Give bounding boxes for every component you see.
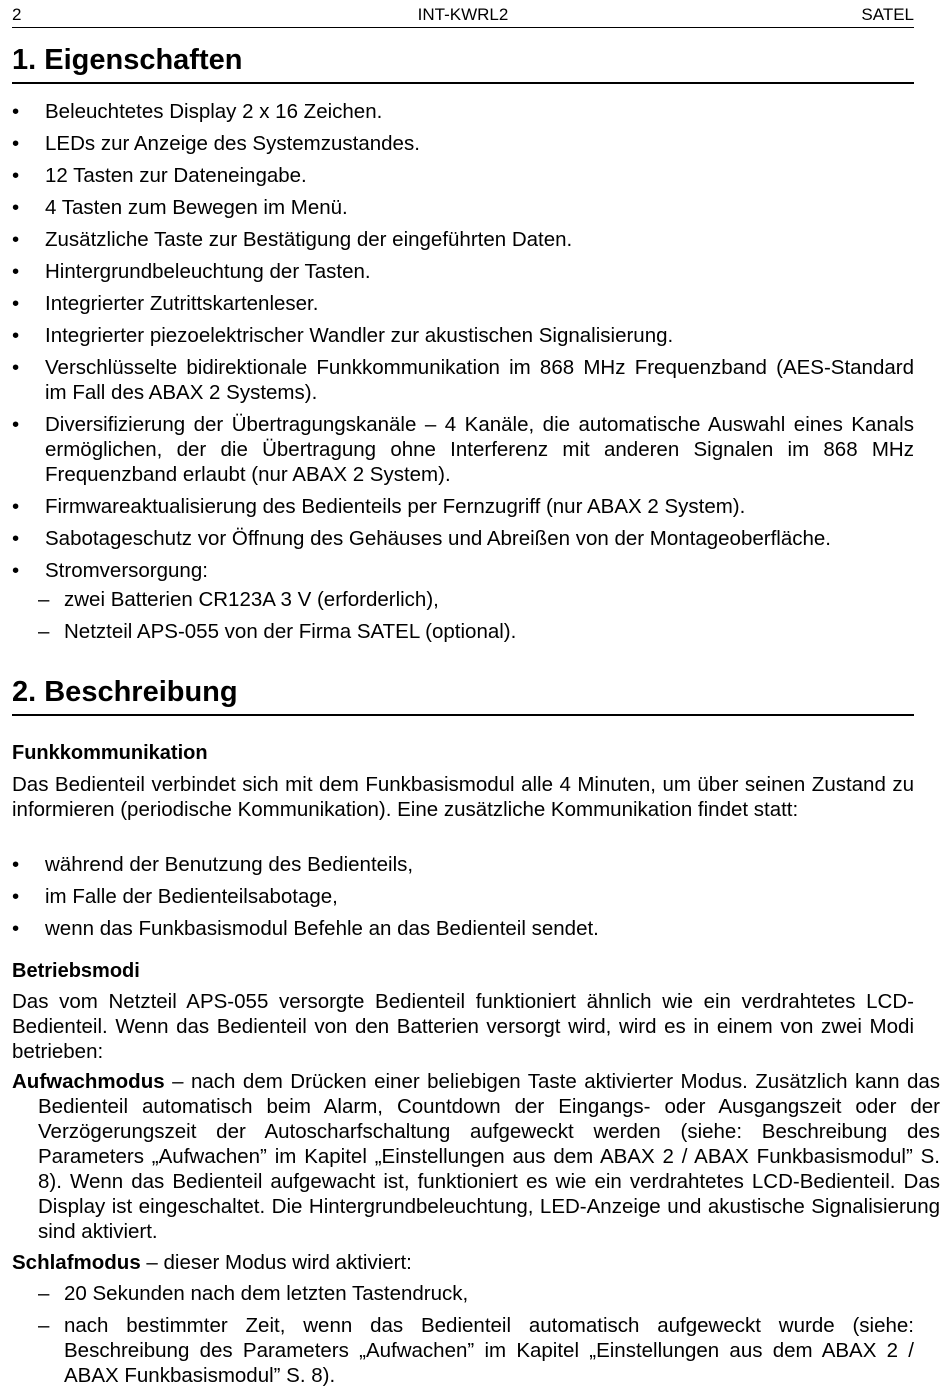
sleep-mode-term: Schlafmodus bbox=[12, 1251, 141, 1274]
feature-text: Diversifizierung der Übertragungskanäle – 4 Kanäle, die automatische Auswahl eines Kanals ermöglichen, der die Übertragung ohne Interferenz mit anderen Signalen im 868 MHz Frequenzband erlaubt (nur ABAX 2 System). bbox=[45, 413, 914, 486]
bullet-icon: • bbox=[12, 356, 20, 379]
page-header bbox=[12, 3, 914, 28]
bullet-icon: • bbox=[12, 495, 20, 518]
dash-icon: – bbox=[38, 1282, 50, 1305]
bullet-icon: • bbox=[12, 228, 20, 251]
feature-text: 12 Tasten zur Dateneingabe. bbox=[45, 164, 307, 187]
feature-item bbox=[12, 163, 914, 195]
section-1-heading bbox=[12, 42, 914, 84]
feature-item bbox=[12, 131, 914, 163]
bullet-icon: • bbox=[12, 324, 20, 347]
sleep-mode-definition bbox=[12, 1250, 914, 1275]
radio-paragraph: Das Bedienteil verbindet sich mit dem Funkbasismodul alle 4 Minuten, um über seinen Zustand zu informieren (periodische Kommunikation). Eine zusätzliche Kommunikation findet statt: bbox=[12, 773, 914, 821]
radio-case-text: wenn das Funkbasismodul Befehle an das Bedienteil sendet. bbox=[45, 917, 599, 940]
bullet-icon: • bbox=[12, 885, 20, 908]
feature-text: Stromversorgung: bbox=[45, 559, 208, 582]
power-option-text: zwei Batterien CR123A 3 V (erforderlich), bbox=[64, 588, 439, 611]
radio-case-item bbox=[12, 916, 914, 948]
dash-icon: – bbox=[38, 588, 50, 611]
bullet-icon: • bbox=[12, 853, 20, 876]
bullet-icon: • bbox=[12, 100, 20, 123]
feature-text: Firmwareaktualisierung des Bedienteils per Fernzugriff (nur ABAX 2 System). bbox=[45, 495, 746, 518]
bullet-icon: • bbox=[12, 196, 20, 219]
feature-item bbox=[12, 494, 914, 526]
brand-name: SATEL bbox=[861, 5, 914, 24]
radio-case-item bbox=[12, 884, 914, 916]
sleep-case-item bbox=[12, 1313, 914, 1393]
feature-text: Sabotageschutz vor Öffnung des Gehäuses und Abreißen von der Montageoberfläche. bbox=[45, 527, 831, 550]
radio-case-text: im Falle der Bedienteilsabotage, bbox=[45, 885, 338, 908]
bullet-icon: • bbox=[12, 132, 20, 155]
section-2-heading bbox=[12, 674, 914, 716]
dash-icon: – bbox=[38, 1314, 50, 1337]
feature-text: 4 Tasten zum Bewegen im Menü. bbox=[45, 196, 348, 219]
modes-subheading: Betriebsmodi bbox=[12, 960, 140, 982]
radio-case-text: während der Benutzung des Bedienteils, bbox=[45, 853, 414, 876]
feature-text: Beleuchtetes Display 2 x 16 Zeichen. bbox=[45, 100, 383, 123]
radio-subheading: Funkkommunikation bbox=[12, 742, 208, 764]
sleep-cases-list bbox=[12, 1281, 914, 1393]
modes-paragraph: Das vom Netzteil APS-055 versorgte Bedienteil funktioniert ähnlich wie ein verdrahtetes LCD-Bedienteil. Wenn das Bedienteil von den Batterien versorgt wird, wird es in einem von zwei Modi betrieben: bbox=[12, 990, 914, 1063]
radio-cases-list bbox=[12, 852, 914, 948]
wake-mode-definition bbox=[12, 1069, 940, 1244]
feature-item bbox=[12, 259, 914, 291]
bullet-icon: • bbox=[12, 260, 20, 283]
feature-text: Integrierter piezoelektrischer Wandler zur akustischen Signalisierung. bbox=[45, 324, 674, 347]
feature-item bbox=[12, 412, 914, 494]
bullet-icon: • bbox=[12, 559, 20, 582]
radio-case-item bbox=[12, 852, 914, 884]
bullet-icon: • bbox=[12, 917, 20, 940]
feature-item bbox=[12, 195, 914, 227]
feature-text: LEDs zur Anzeige des Systemzustandes. bbox=[45, 132, 420, 155]
page-number: 2 bbox=[12, 5, 22, 24]
sleep-case-text: 20 Sekunden nach dem letzten Tastendruck, bbox=[64, 1282, 469, 1305]
power-option-item bbox=[12, 619, 914, 651]
wake-mode-text: – nach dem Drücken einer beliebigen Taste aktivierter Modus. Zusätzlich kann das Bedienteil automatisch beim Alarm, Countdown der Eingangs- oder Ausgangszeit oder der Verzögerungszeit der Autoscharfschaltung aufgeweckt werden (siehe: Beschreibung des Parameters „Aufwachen” im Kapitel „Einstellungen aus dem ABAX 2 / ABAX Funkbasismodul” S. 8). Wenn das Bedienteil aufgewacht ist, funktioniert es wie ein verdrahtetes LCD-Bedienteil. Das Display ist eingeschaltet. Die Hintergrundbeleuchtung, LED-Anzeige und akustische Signalisierung sind aktiviert. bbox=[38, 1070, 940, 1243]
feature-item bbox=[12, 323, 914, 355]
dash-icon: – bbox=[38, 620, 50, 643]
bullet-icon: • bbox=[12, 413, 20, 436]
wake-mode-term: Aufwachmodus bbox=[12, 1070, 165, 1093]
feature-text: Verschlüsselte bidirektionale Funkkommunikation im 868 MHz Frequenzband (AES-Standard im Fall des ABAX 2 Systems). bbox=[45, 356, 914, 404]
sleep-case-text: nach bestimmter Zeit, wenn das Bedienteil automatisch aufgeweckt wurde (siehe: Beschreibung des Parameters „Aufwachen” im Kapitel „Einstellungen aus dem ABAX 2 / ABAX Funkbasismodul” S. 8). bbox=[64, 1314, 914, 1387]
feature-text: Integrierter Zutrittskartenleser. bbox=[45, 292, 319, 315]
power-option-text: Netzteil APS-055 von der Firma SATEL (optional). bbox=[64, 620, 517, 643]
document-title: INT-KWRL2 bbox=[417, 5, 509, 24]
section-1-title: 1. Eigenschaften bbox=[12, 44, 243, 76]
manual-page bbox=[12, 0, 940, 1397]
feature-item bbox=[12, 291, 914, 323]
feature-text: Hintergrundbeleuchtung der Tasten. bbox=[45, 260, 371, 283]
bullet-icon: • bbox=[12, 164, 20, 187]
feature-item bbox=[12, 227, 914, 259]
features-list bbox=[12, 99, 914, 590]
power-option-item bbox=[12, 587, 914, 619]
feature-item bbox=[12, 99, 914, 131]
power-options-list bbox=[12, 587, 914, 651]
bullet-icon: • bbox=[12, 292, 20, 315]
sleep-case-item bbox=[12, 1281, 914, 1313]
feature-item bbox=[12, 558, 914, 590]
bullet-icon: • bbox=[12, 527, 20, 550]
feature-text: Zusätzliche Taste zur Bestätigung der eingeführten Daten. bbox=[45, 228, 573, 251]
section-2-title: 2. Beschreibung bbox=[12, 676, 238, 708]
feature-item bbox=[12, 526, 914, 558]
feature-item bbox=[12, 355, 914, 412]
sleep-mode-text: – dieser Modus wird aktiviert: bbox=[140, 1251, 412, 1274]
